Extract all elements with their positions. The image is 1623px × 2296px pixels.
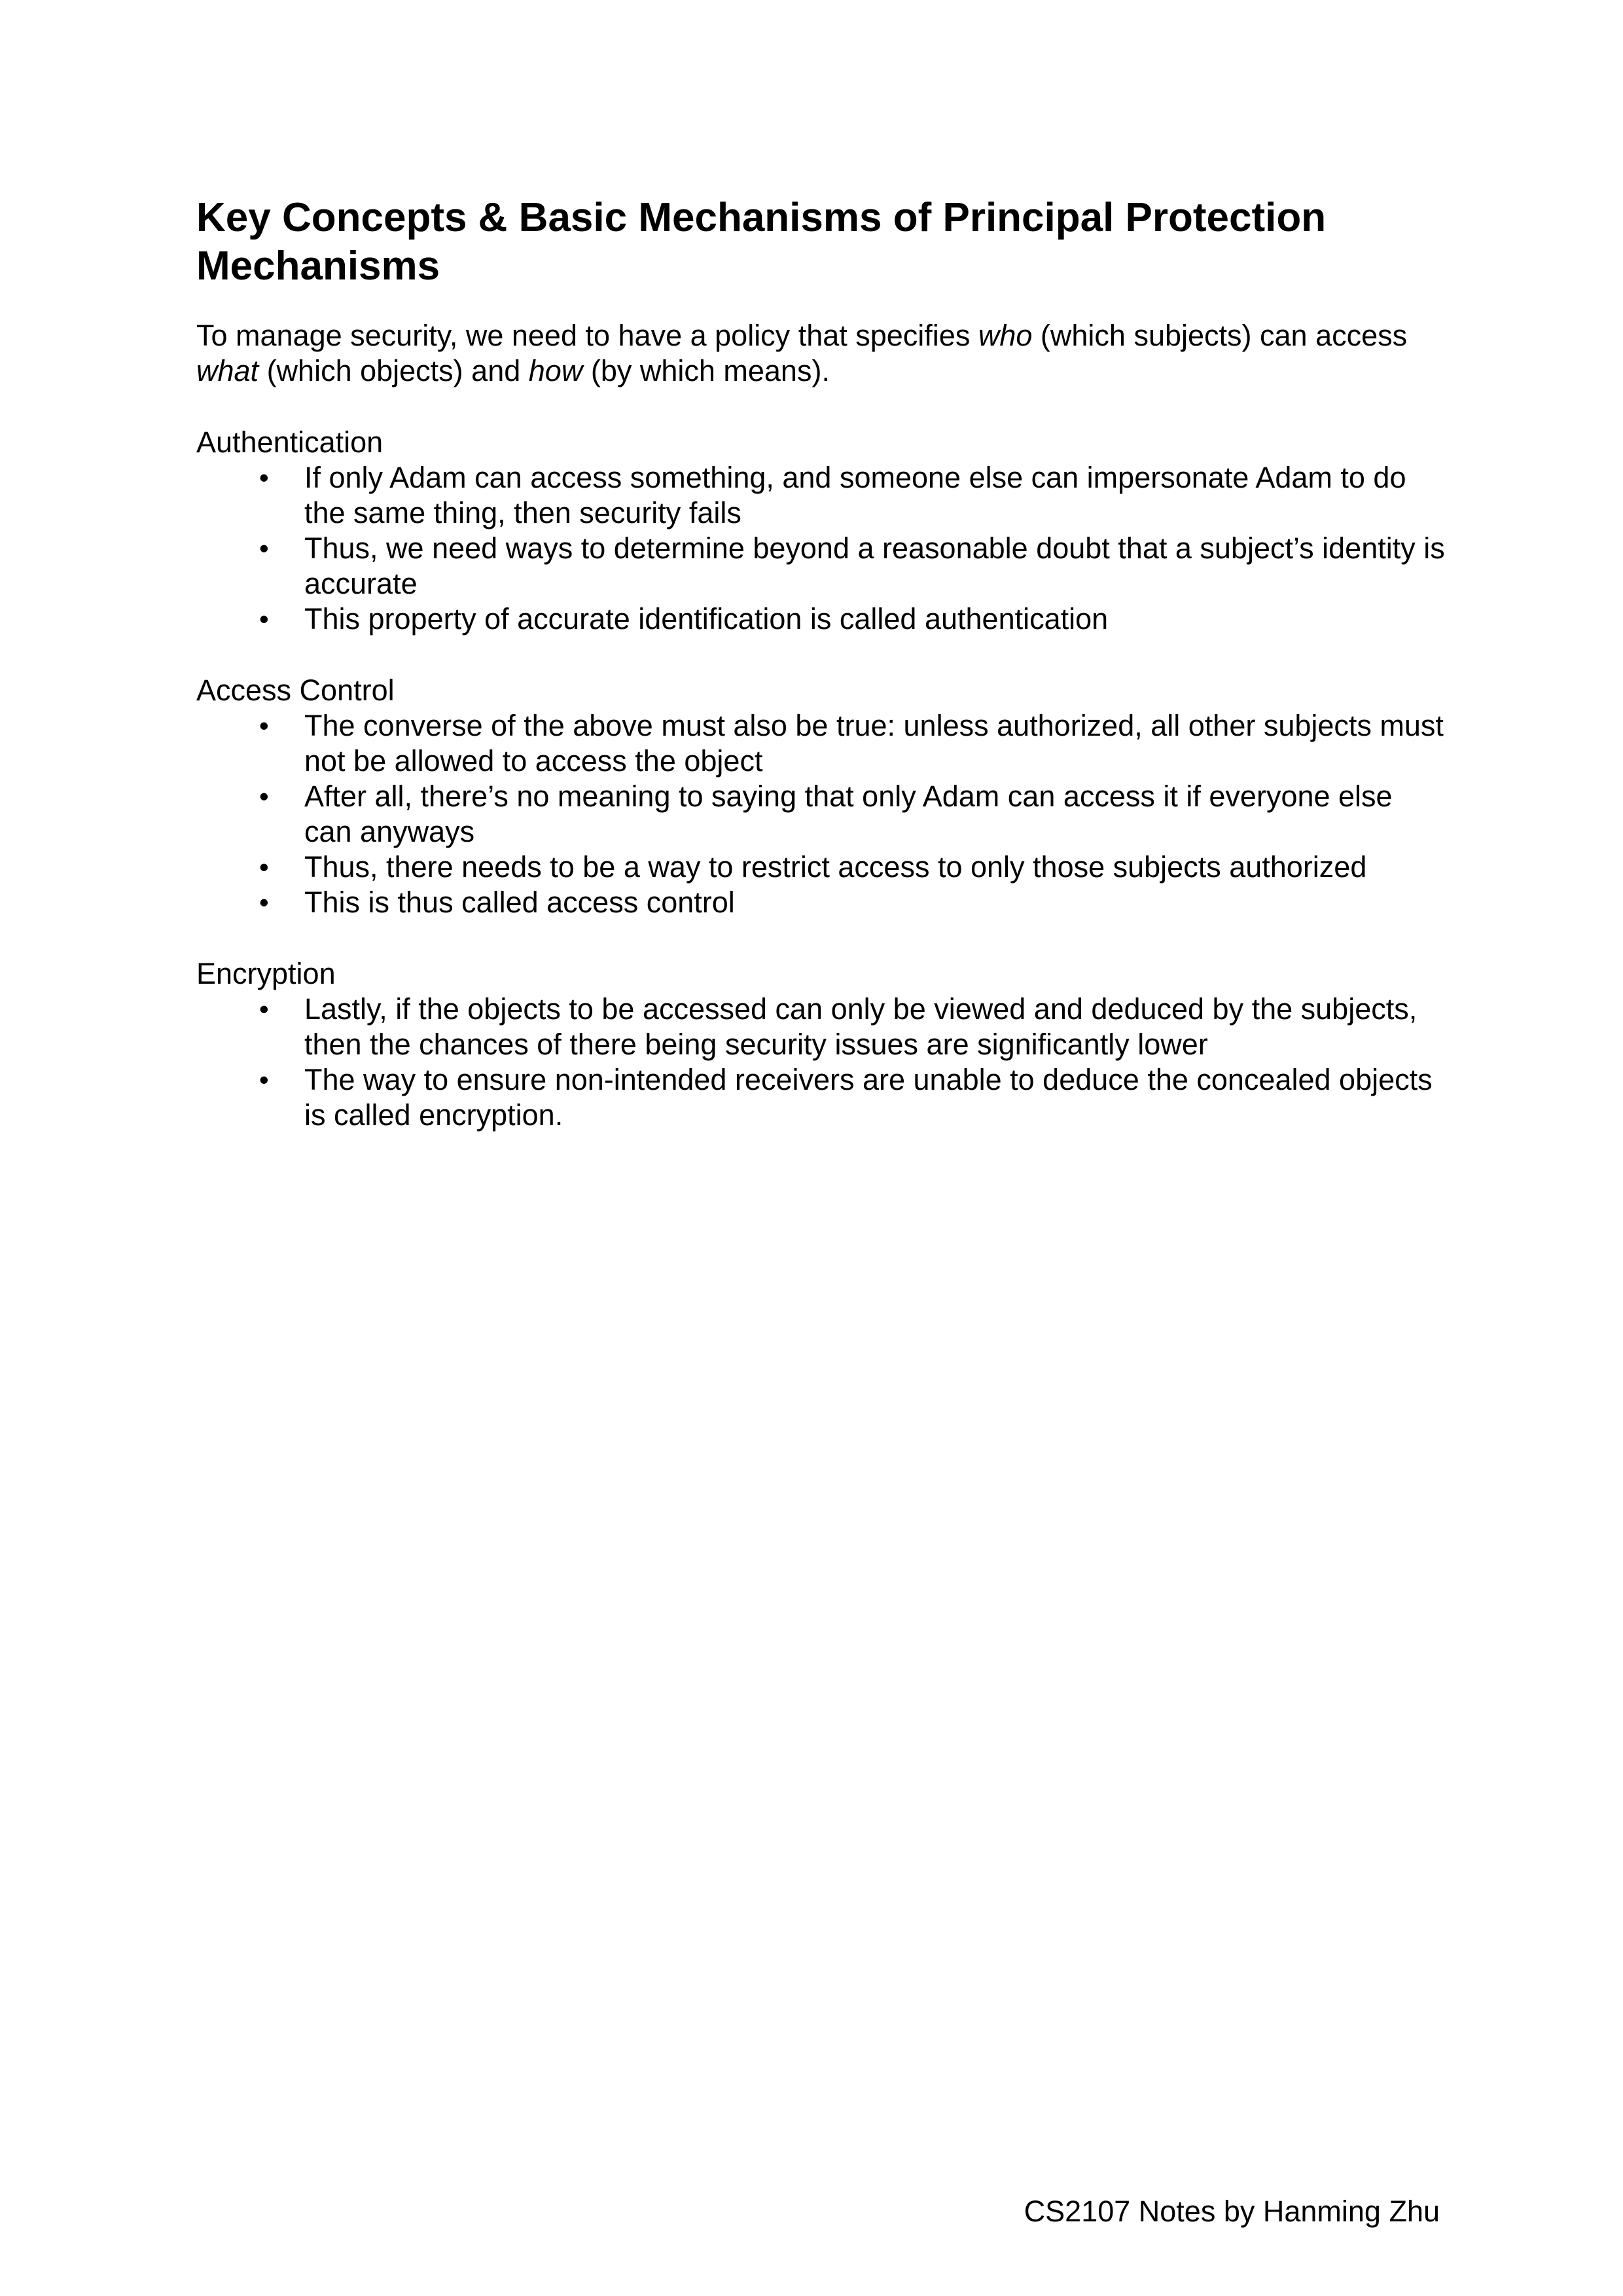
bullet-icon: • bbox=[259, 710, 269, 741]
bullet-list bbox=[196, 708, 1446, 920]
bullet-item bbox=[196, 1062, 1446, 1133]
bullet-text: This is thus called access control bbox=[304, 886, 735, 919]
document-content bbox=[196, 0, 1446, 1133]
bullet-list bbox=[196, 992, 1446, 1133]
section-heading: Access Control bbox=[196, 673, 395, 707]
sections-container bbox=[196, 425, 1446, 1133]
section bbox=[196, 956, 1446, 1133]
bullet-item bbox=[196, 885, 1446, 920]
bullet-item bbox=[196, 460, 1446, 531]
bullet-item bbox=[196, 779, 1446, 850]
bullet-text: This property of accurate identification is called authentication bbox=[304, 602, 1109, 636]
section bbox=[196, 673, 1446, 920]
bullet-icon: • bbox=[259, 852, 269, 882]
intro-italic-run: who bbox=[978, 319, 1033, 352]
bullet-icon: • bbox=[259, 781, 269, 812]
intro-italic-run: how bbox=[528, 354, 583, 387]
bullet-item bbox=[196, 850, 1446, 885]
footer-note: CS2107 Notes by Hanming Zhu bbox=[1024, 2195, 1440, 2228]
bullet-icon: • bbox=[259, 994, 269, 1024]
bullet-text: After all, there’s no meaning to saying that only Adam can access it if everyone else can anyways bbox=[304, 780, 1393, 848]
bullet-icon: • bbox=[259, 887, 269, 918]
bullet-item bbox=[196, 531, 1446, 601]
bullet-item bbox=[196, 601, 1446, 637]
intro-run: To manage security, we need to have a policy that specifies bbox=[196, 319, 978, 352]
bullet-icon: • bbox=[259, 462, 269, 493]
bullet-text: The converse of the above must also be true: unless authorized, all other subjects must not be allowed to access the object bbox=[304, 709, 1444, 778]
bullet-item bbox=[196, 708, 1446, 779]
bullet-text: Thus, we need ways to determine beyond a reasonable doubt that a subject’s identity is accurate bbox=[304, 531, 1445, 600]
bullet-icon: • bbox=[259, 1064, 269, 1095]
bullet-text: Lastly, if the objects to be accessed can only be viewed and deduced by the subjects, then the chances of there being security issues are significantly lower bbox=[304, 992, 1418, 1061]
intro-paragraph bbox=[196, 318, 1446, 389]
bullet-item bbox=[196, 992, 1446, 1062]
section-heading: Encryption bbox=[196, 957, 336, 990]
intro-run: (which subjects) can access bbox=[1032, 319, 1408, 352]
section-heading: Authentication bbox=[196, 425, 383, 459]
page-title: Key Concepts & Basic Mechanisms of Principal Protection Mechanisms bbox=[196, 195, 1327, 289]
bullet-text: Thus, there needs to be a way to restrict access to only those subjects authorized bbox=[304, 850, 1367, 884]
intro-run: (which objects) and bbox=[259, 354, 529, 387]
bullet-list bbox=[196, 460, 1446, 637]
bullet-text: The way to ensure non-intended receivers are unable to deduce the concealed objects is called encryption. bbox=[304, 1063, 1433, 1132]
intro-italic-run: what bbox=[196, 354, 259, 387]
bullet-icon: • bbox=[259, 533, 269, 564]
intro-run: (by which means). bbox=[582, 354, 830, 387]
section bbox=[196, 425, 1446, 637]
bullet-icon: • bbox=[259, 603, 269, 634]
bullet-text: If only Adam can access something, and someone else can impersonate Adam to do the same thing, then security fails bbox=[304, 461, 1406, 529]
